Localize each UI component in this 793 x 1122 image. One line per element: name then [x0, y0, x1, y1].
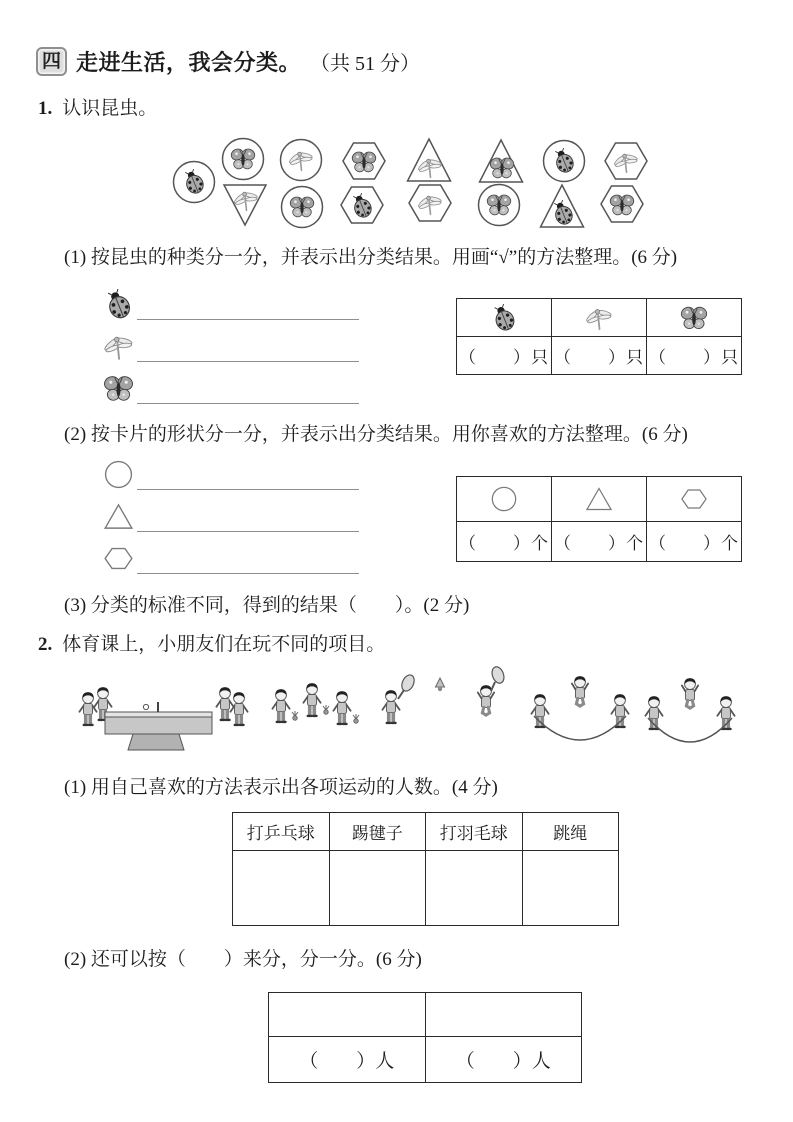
triangle-icon — [585, 485, 613, 513]
sort-row-hexagon — [103, 540, 359, 574]
butterfly-icon — [103, 373, 134, 404]
sports-count-table — [232, 812, 619, 926]
answer-cell[interactable] — [233, 851, 330, 926]
card-dragonfly-triangle — [405, 136, 453, 184]
card-butterfly-triangle — [477, 137, 525, 185]
count-cell-hexagon[interactable]: （ ）个 — [646, 522, 741, 562]
shape-count-table — [456, 476, 742, 562]
table-header-cell — [457, 299, 552, 337]
circle-icon — [103, 459, 134, 490]
badminton-group — [382, 666, 506, 724]
table-header-cell — [457, 477, 552, 522]
card-ladybug-circle — [540, 137, 588, 185]
count-cell-people-2[interactable]: （ ）人 — [425, 1037, 582, 1083]
column-header-badminton: 打羽毛球 — [426, 813, 523, 851]
count-cell-ladybug[interactable]: （ ）只 — [457, 337, 552, 375]
answer-cell[interactable] — [426, 851, 523, 926]
jump-rope-group-1 — [531, 676, 628, 740]
count-cell-triangle[interactable]: （ ）个 — [551, 522, 646, 562]
count-cell-people-1[interactable]: （ ）人 — [269, 1037, 426, 1083]
question-1-number: 1. — [38, 98, 53, 119]
table-header-cell — [551, 299, 646, 337]
count-cell-butterfly[interactable]: （ ）只 — [646, 337, 741, 375]
section-points: （共 51 分） — [310, 53, 421, 75]
q2-sub2-text: (2) 还可以按（ ）来分，分一分。(6 分) — [64, 949, 422, 970]
answer-cell[interactable] — [522, 851, 619, 926]
answer-line-hexagon[interactable] — [137, 539, 359, 574]
card-ladybug-triangle — [538, 182, 586, 230]
card-ladybug-circle — [170, 158, 218, 206]
card-butterfly-circle — [278, 183, 326, 231]
sort-row-triangle — [103, 498, 359, 532]
card-dragonfly-hexagon — [602, 137, 650, 185]
question-2-title: 2. 体育课上，小朋友们在玩不同的项目。 — [38, 634, 386, 655]
card-dragonfly-triangle-down — [221, 180, 269, 228]
question-1-title: 1. 认识昆虫。 — [38, 98, 158, 119]
answer-line-butterfly[interactable] — [137, 369, 359, 404]
card-dragonfly-hexagon — [406, 179, 454, 227]
insect-count-table — [456, 298, 742, 375]
answer-cell[interactable] — [425, 993, 582, 1037]
sort-row-butterfly — [103, 370, 359, 404]
shuttlecock-kicking-group — [272, 683, 359, 725]
column-header-shuttlecock: 踢毽子 — [329, 813, 426, 851]
sort-row-circle — [103, 456, 359, 490]
table-header-cell — [646, 477, 741, 522]
question-2-number: 2. — [38, 634, 53, 655]
sort-row-ladybug — [103, 286, 359, 320]
column-header-table-tennis: 打乒乓球 — [233, 813, 330, 851]
answer-line-ladybug[interactable] — [137, 285, 359, 320]
section-header — [36, 46, 420, 77]
ladybug-icon — [103, 289, 134, 320]
hexagon-icon — [103, 543, 134, 574]
triangle-icon — [103, 501, 134, 532]
custom-split-table — [268, 992, 582, 1083]
count-cell-dragonfly[interactable]: （ ）只 — [551, 337, 646, 375]
table-header-cell — [646, 299, 741, 337]
q1-sub3-text: (3) 分类的标准不同，得到的结果（ ）。(2 分) — [64, 595, 470, 616]
answer-line-dragonfly[interactable] — [137, 327, 359, 362]
hexagon-icon — [680, 485, 708, 513]
count-cell-circle[interactable]: （ ）个 — [457, 522, 552, 562]
answer-cell[interactable] — [329, 851, 426, 926]
table-tennis-group — [79, 687, 247, 750]
sort-row-dragonfly — [103, 328, 359, 362]
answer-cell[interactable] — [269, 993, 426, 1037]
q2-sub1-text: (1) 用自己喜欢的方法表示出各项运动的人数。(4 分) — [64, 777, 498, 798]
q1-sub1-text: (1) 按昆虫的种类分一分，并表示出分类结果。用画“√”的方法整理。(6 分) — [64, 247, 678, 268]
card-dragonfly-circle — [277, 136, 325, 184]
card-butterfly-circle — [219, 135, 267, 183]
circle-icon — [490, 485, 518, 513]
q1-sub2-text: (2) 按卡片的形状分一分，并表示出分类结果。用你喜欢的方法整理。(6 分) — [64, 424, 688, 445]
column-header-jump-rope: 跳绳 — [522, 813, 619, 851]
section-number-badge: 四 — [36, 47, 67, 76]
pe-class-illustration — [78, 666, 750, 768]
card-ladybug-hexagon — [338, 181, 386, 229]
card-butterfly-hexagon — [340, 137, 388, 185]
dragonfly-icon — [103, 331, 134, 362]
card-butterfly-circle — [475, 181, 523, 229]
dragonfly-icon — [585, 304, 613, 332]
butterfly-icon — [680, 304, 708, 332]
table-header-cell — [551, 477, 646, 522]
answer-line-circle[interactable] — [137, 455, 359, 490]
section-title: 走进生活，我会分类。 — [76, 50, 302, 75]
jump-rope-group-2 — [645, 678, 734, 742]
ladybug-icon — [490, 304, 518, 332]
answer-line-triangle[interactable] — [137, 497, 359, 532]
card-butterfly-hexagon — [598, 180, 646, 228]
